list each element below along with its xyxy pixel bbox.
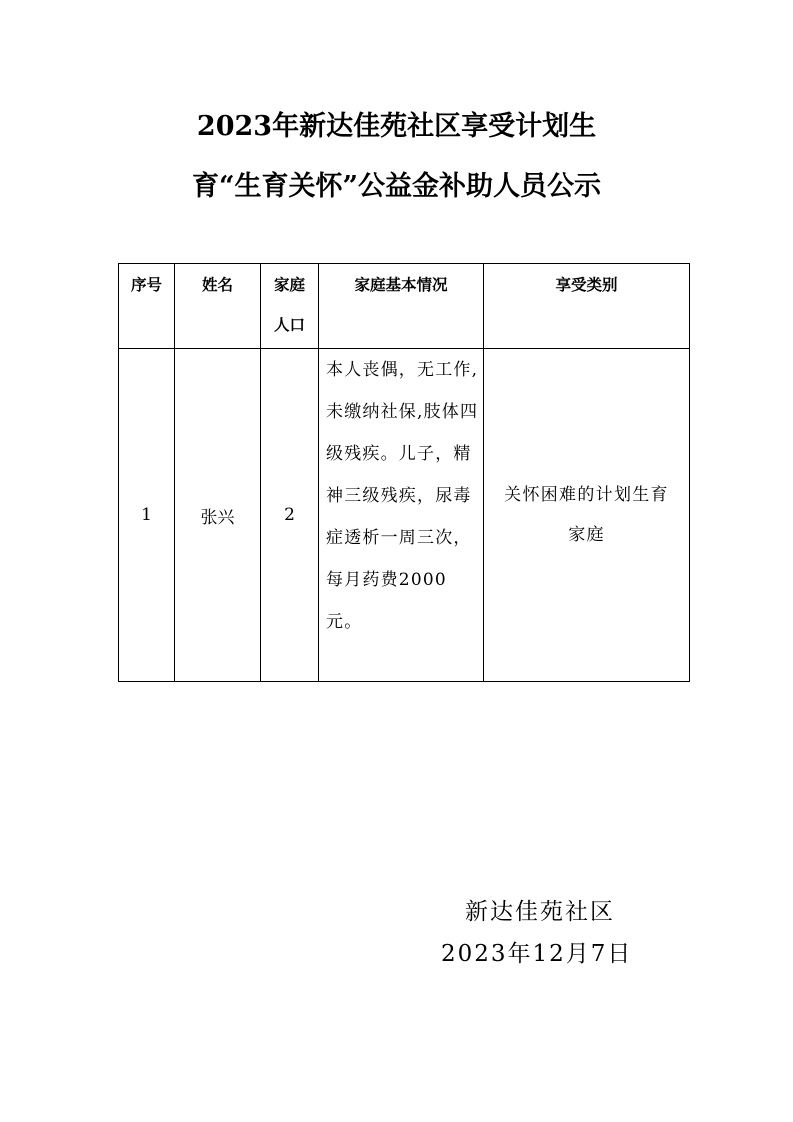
header-family-size-label: 家庭人口	[273, 275, 305, 334]
header-seq: 序号	[119, 264, 175, 349]
issuing-organization: 新达佳苑社区	[465, 899, 615, 925]
table-row	[119, 349, 690, 682]
cell-seq: 1	[119, 349, 175, 682]
header-situation: 家庭基本情况	[319, 264, 484, 349]
document-title-line-2: 育“生育关怀”公益金补助人员公示	[191, 171, 602, 202]
issue-date: 2023年12月7日	[441, 941, 633, 967]
header-family-size	[261, 264, 319, 349]
header-category: 享受类别	[484, 264, 690, 349]
table-header-row	[119, 264, 690, 349]
subsidy-recipients-table	[118, 263, 690, 682]
cell-family-size: 2	[261, 349, 319, 682]
cell-category: 关怀困难的计划生育家庭	[484, 349, 690, 682]
cell-name: 张兴	[175, 349, 261, 682]
cell-situation: 本人丧偶，无工作,未缴纳社保,肢体四级残疾。儿子，精神三级残疾，尿毒症透析一周三次，每月药费2000元。	[319, 349, 484, 682]
header-name: 姓名	[175, 264, 261, 349]
document-title-line-1: 2023年新达佳苑社区享受计划生	[196, 111, 597, 142]
